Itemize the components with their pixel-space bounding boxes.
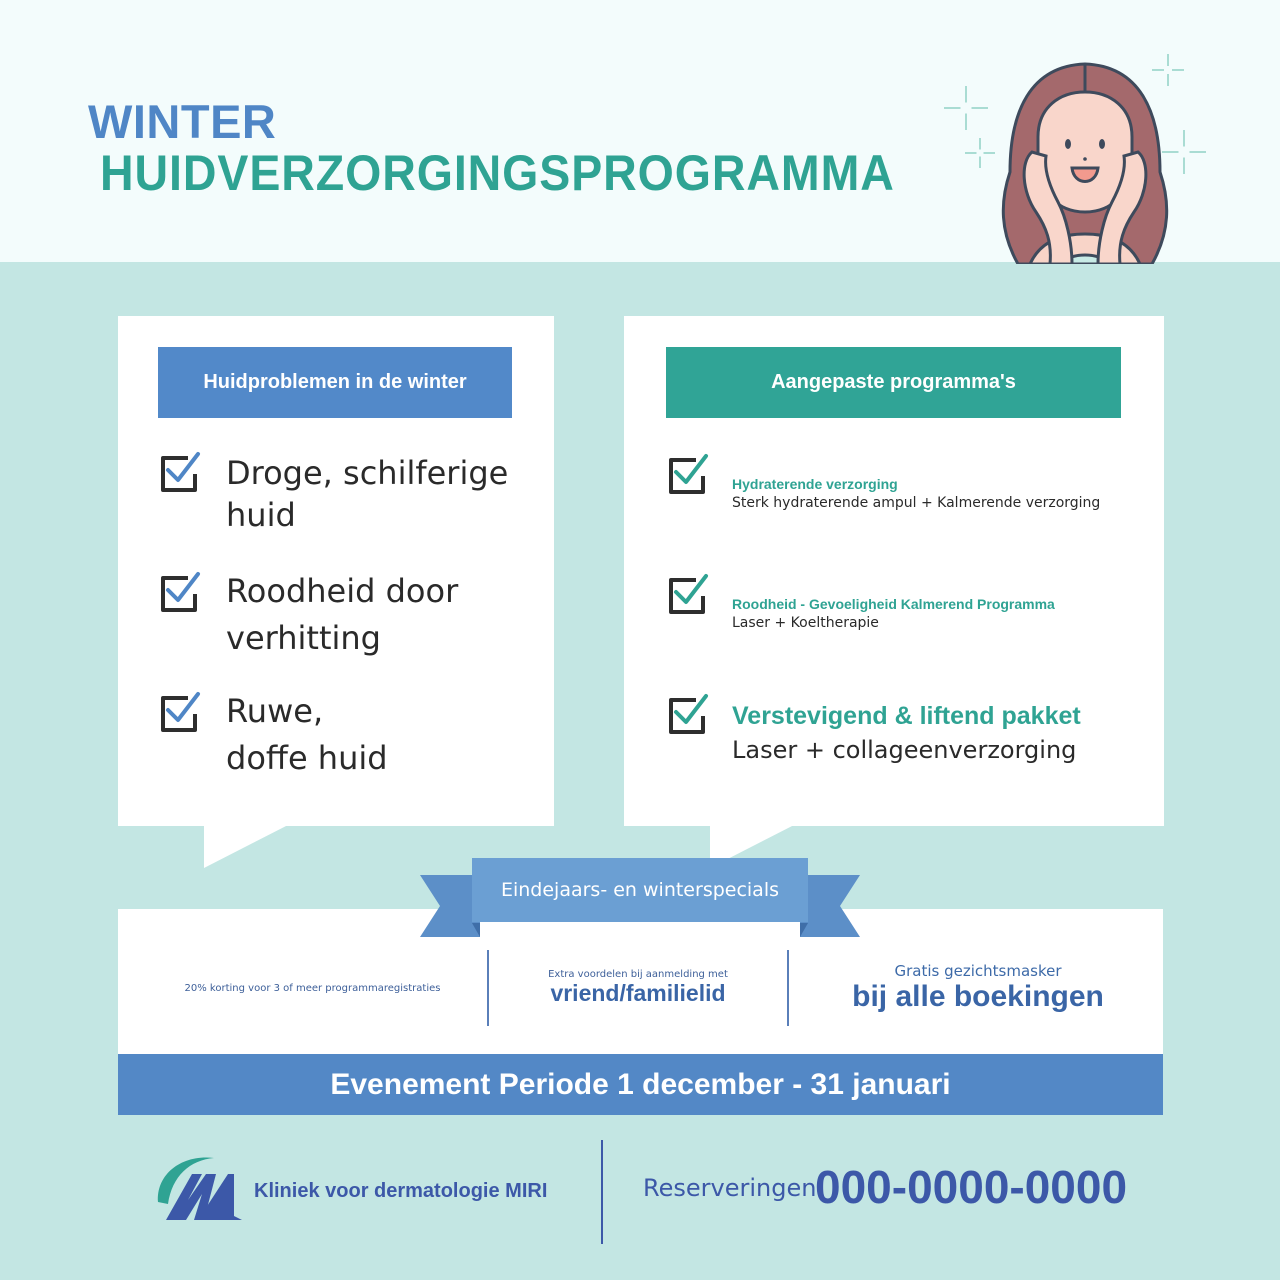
program-title: Hydraterende verzorging [732, 476, 898, 492]
custom-programs-heading: Aangepaste programma's [666, 347, 1121, 418]
problem-line: Droge, schilferige [226, 454, 509, 492]
checkbox-checked-icon [158, 690, 202, 734]
problem-line: doffe huid [226, 739, 388, 777]
problem-line: verhitting [226, 619, 381, 657]
offer-text: 20% korting voor 3 of meer programmaregistraties [184, 982, 441, 994]
title-program: HUIDVERZORGINGSPROGRAMMA [100, 145, 895, 201]
problem-item [226, 688, 388, 782]
offer-discount [140, 950, 485, 1026]
footer-divider [601, 1140, 603, 1244]
offer-highlight: bij alle boekingen [852, 980, 1104, 1013]
custom-programs-card [624, 316, 1164, 826]
woman-illustration [990, 52, 1180, 264]
offer-highlight: vriend/familielid [550, 980, 726, 1006]
skin-problems-heading: Huidproblemen in de winter [158, 347, 512, 418]
reservations-label: Reserveringen [643, 1174, 817, 1202]
speech-tail [204, 824, 294, 870]
checkbox-checked-icon [666, 692, 710, 736]
checkbox-checked-icon [158, 570, 202, 614]
title-winter: WINTER [88, 95, 277, 148]
program-description: Laser + collageenverzorging [732, 736, 1077, 764]
problem-line: Roodheid door [226, 572, 459, 610]
skin-problems-card [118, 316, 554, 826]
event-period-bar: Evenement Periode 1 december - 31 januari [118, 1054, 1163, 1115]
miri-m-logo-icon [154, 1154, 246, 1222]
program-title: Roodheid - Gevoeligheid Kalmerend Programma [732, 596, 1055, 612]
sparkle-icon [944, 86, 988, 130]
problem-line: huid [226, 496, 296, 534]
program-description: Laser + Koeltherapie [732, 615, 879, 631]
phone-number[interactable]: 000-0000-0000 [815, 1161, 1128, 1213]
checkbox-checked-icon [666, 452, 710, 496]
problem-item [226, 568, 458, 662]
offer-text: Gratis gezichtsmasker [894, 962, 1062, 980]
program-description: Sterk hydraterende ampul + Kalmerende verzorging [732, 495, 1101, 511]
checkbox-checked-icon [158, 450, 202, 494]
problem-line: Ruwe, [226, 692, 324, 730]
offer-friend-family [489, 950, 787, 1026]
offer-free-mask [789, 950, 1167, 1026]
problem-item [226, 452, 508, 536]
offer-text: Extra voordelen bij aanmelding met [548, 969, 728, 980]
program-title: Verstevigend & liftend pakket [732, 702, 1081, 730]
checkbox-checked-icon [666, 572, 710, 616]
clinic-name: Kliniek voor dermatologie MIRI [254, 1180, 548, 1202]
specials-ribbon: Eindejaars- en winterspecials [472, 858, 808, 922]
